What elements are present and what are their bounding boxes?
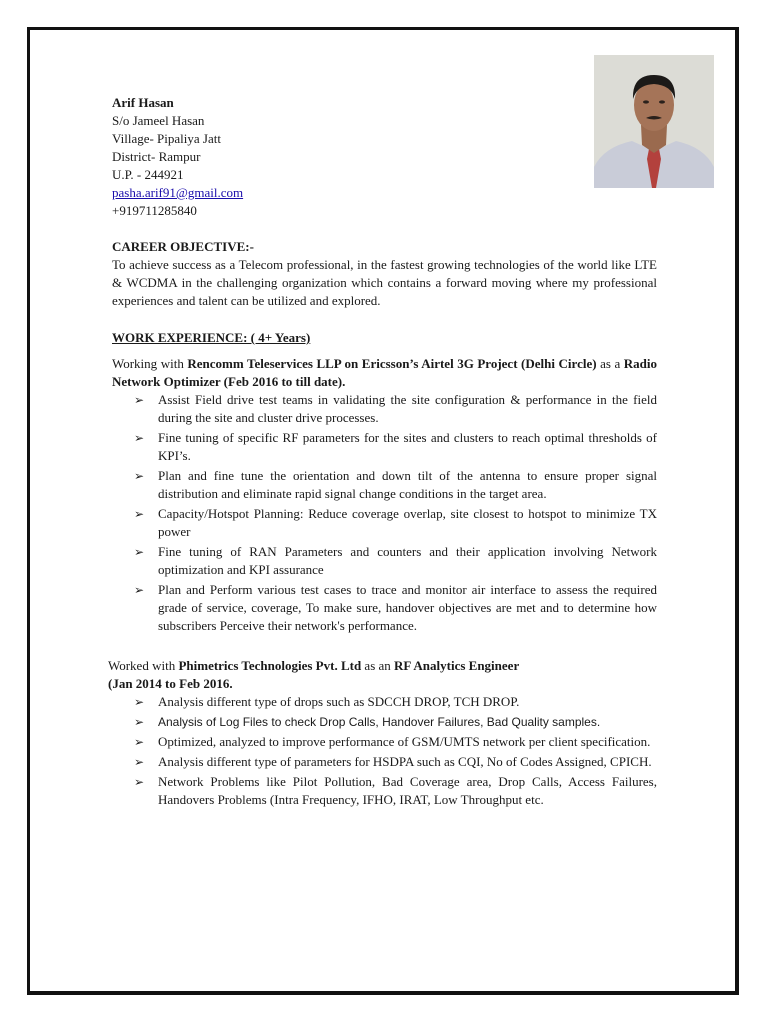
job2-intro [108, 657, 657, 675]
list-item [112, 543, 657, 579]
email-link[interactable]: pasha.arif91@gmail.com [112, 185, 244, 200]
arrowhead-bullet-icon: ➢ [134, 545, 145, 559]
list-item [112, 773, 657, 809]
job1-bullets [112, 391, 657, 635]
job1-prefix: Working with [112, 356, 188, 371]
list-item [112, 467, 657, 503]
list-item [112, 693, 657, 711]
arrowhead-bullet-icon: ➢ [134, 469, 145, 483]
list-item [112, 581, 657, 635]
bullet-text: Fine tuning of specific RF parameters for the sites and clusters to reach optimal thresholds of KPI’s. [158, 430, 657, 463]
bullet-text: Analysis different type of parameters for HSDPA such as CQI, No of Codes Assigned, CPICH. [158, 754, 652, 769]
arrowhead-bullet-icon: ➢ [134, 755, 145, 769]
bullet-text: Analysis different type of drops such as SDCCH DROP, TCH DROP. [158, 694, 520, 709]
bullet-text: Plan and Perform various test cases to trace and monitor air interface to assess the required grade of service, coverage, To make sure, handover objectives are met and to determine how subscribers Perceive their network's performance. [158, 582, 657, 633]
address-district: District- Rampur [112, 149, 201, 164]
job2-role: RF Analytics Engineer [394, 658, 520, 673]
arrowhead-bullet-icon: ➢ [134, 715, 145, 729]
list-item [112, 733, 657, 751]
job2-mid: as an [361, 658, 395, 673]
bullet-text: Capacity/Hotspot Planning: Reduce coverage overlap, site closest to hotspot to minimize TX power [158, 506, 657, 539]
contact-block [112, 94, 657, 220]
job2-company: Phimetrics Technologies Pvt. Ltd [178, 658, 362, 673]
list-item [112, 391, 657, 427]
career-objective-heading: CAREER OBJECTIVE:- [112, 239, 254, 254]
father-name: S/o Jameel Hasan [112, 113, 205, 128]
address-village: Village- Pipaliya Jatt [112, 131, 221, 146]
job2-prefix: Worked with [108, 658, 179, 673]
list-item [112, 753, 657, 771]
arrowhead-bullet-icon: ➢ [134, 431, 145, 445]
job2-bullets [112, 693, 657, 809]
arrowhead-bullet-icon: ➢ [134, 735, 145, 749]
bullet-text: Network Problems like Pilot Pollution, Bad Coverage area, Drop Calls, Access Failures, Handovers Problems (Intra Frequency, IFHO, IRAT, Low Throughput etc. [158, 774, 657, 807]
arrowhead-bullet-icon: ➢ [134, 583, 145, 597]
candidate-name: Arif Hasan [112, 95, 174, 110]
work-experience-heading: WORK EXPERIENCE: ( 4+ Years) [112, 330, 311, 345]
bullet-text: Optimized, analyzed to improve performance of GSM/UMTS network per client specification. [158, 734, 651, 749]
list-item [112, 505, 657, 541]
phone-number: +919711285840 [112, 203, 197, 218]
arrowhead-bullet-icon: ➢ [134, 695, 145, 709]
bullet-text: Fine tuning of RAN Parameters and counters and their application involving Network optimization and KPI assurance [158, 544, 657, 577]
list-item [112, 429, 657, 465]
job1-mid: as a [596, 356, 624, 371]
address-state: U.P. - 244921 [112, 167, 184, 182]
job1-company: Rencomm Teleservices LLP on Ericsson’s Airtel 3G Project (Delhi Circle) [187, 356, 597, 371]
job1-role: Radio Network Optimizer (Feb 2016 to till date). [112, 356, 657, 389]
arrowhead-bullet-icon: ➢ [134, 507, 145, 521]
bullet-text: Plan and fine tune the orientation and down tilt of the antenna to ensure proper signal distribution and eliminate rapid signal change conditions in the target area. [158, 468, 657, 501]
job2-dates: (Jan 2014 to Feb 2016. [108, 676, 233, 691]
job1-intro [112, 355, 657, 391]
list-item [112, 713, 657, 731]
arrowhead-bullet-icon: ➢ [134, 393, 145, 407]
career-objective-text: To achieve success as a Telecom professional, in the fastest growing technologies of the world like LTE & WCDMA in the challenging organization which contains a forward moving where my professional experiences and talent can be utilized and explored. [112, 257, 657, 308]
bullet-text: Assist Field drive test teams in validating the site configuration & performance in the field during the site and cluster drive processes. [158, 392, 657, 425]
arrowhead-bullet-icon: ➢ [134, 775, 145, 789]
bullet-text: Analysis of Log Files to check Drop Calls, Handover Failures, Bad Quality samples. [158, 715, 601, 729]
